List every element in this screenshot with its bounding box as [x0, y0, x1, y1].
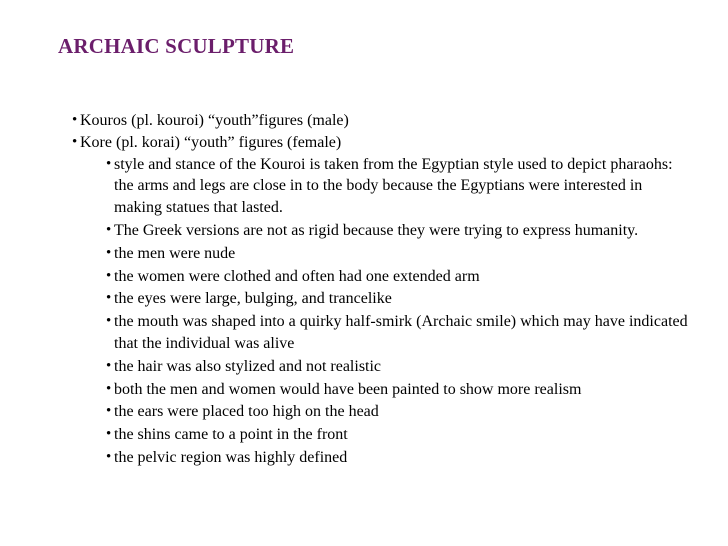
sub-bullet-text: the eyes were large, bulging, and trancelike: [114, 290, 392, 308]
sub-bullet-item: [72, 401, 692, 423]
bullet-dot-icon: •: [106, 221, 112, 238]
sub-bullet-item: [72, 447, 692, 469]
sub-bullet-item: [72, 243, 692, 265]
sub-bullet-text: the pelvic region was highly defined: [114, 448, 348, 466]
sub-bullet-text: style and stance of the Kouroi is taken from the Egyptian style used to depict pharaohs: the arms and legs are close in to the body because the Egyptians were interested in making statues that lasted.: [114, 155, 673, 217]
bullet-dot-icon: •: [106, 426, 112, 443]
sub-bullet-text: the hair was also stylized and not realistic: [114, 357, 382, 375]
bullet-text: Kouros (pl. kouroi) “youth”figures (male): [80, 112, 349, 129]
sub-bullet-text: The Greek versions are not as rigid because they were trying to express humanity.: [114, 221, 639, 239]
bullet-dot-icon: •: [106, 155, 112, 172]
sub-bullet-text: the mouth was shaped into a quirky half-smirk (Archaic smile) which may have indicated that the individual was alive: [114, 313, 688, 352]
sub-bullet-item: [72, 356, 692, 378]
sub-bullet-text: both the men and women would have been painted to show more realism: [114, 380, 582, 398]
bullet-dot-icon: •: [106, 290, 112, 307]
bullet-item: [72, 110, 692, 132]
bullet-dot-icon: •: [106, 267, 112, 284]
sub-bullet-item: [72, 220, 692, 242]
sub-bullet-text: the women were clothed and often had one extended arm: [114, 267, 480, 285]
sub-bullet-item: [72, 379, 692, 401]
bullet-dot-icon: •: [106, 313, 112, 330]
bullet-text: Kore (pl. korai) “youth” figures (female): [80, 133, 342, 151]
bullet-dot-icon: •: [106, 357, 112, 374]
sub-bullet-item: [72, 424, 692, 446]
bullet-dot-icon: •: [106, 244, 112, 261]
sub-bullet-text: the men were nude: [114, 244, 236, 262]
sub-bullet-group: [72, 154, 692, 469]
sub-bullet-item: [72, 311, 692, 355]
bullet-dot-icon: •: [106, 380, 112, 397]
sub-bullet-item: [72, 154, 692, 219]
sub-bullet-item: [72, 266, 692, 288]
sub-bullet-list: [72, 154, 692, 469]
sub-bullet-text: the shins came to a point in the front: [114, 426, 348, 444]
sub-bullet-text: the ears were placed too high on the head: [114, 403, 379, 421]
slide-title: ARCHAIC SCULPTURE: [58, 34, 295, 58]
bullet-list: [72, 110, 692, 470]
sub-bullet-item: [72, 288, 692, 310]
bullet-dot-icon: •: [106, 403, 112, 420]
bullet-dot-icon: •: [106, 448, 112, 465]
bullet-dot-icon: •: [72, 133, 78, 150]
bullet-item: [72, 132, 692, 154]
bullet-dot-icon: •: [72, 112, 78, 128]
